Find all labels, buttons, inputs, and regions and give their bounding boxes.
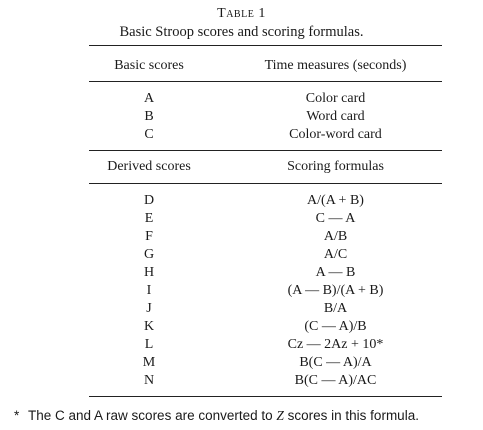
header-row-derived [89,158,442,175]
bottom-rule [89,396,442,397]
score-formula: (A — B)/(A + B) [287,283,384,298]
score-label: M [142,355,156,370]
footnote-text-after: scores in this formula. [283,408,419,423]
table-row [89,192,442,209]
score-value: Color card [305,91,366,106]
top-rule [89,45,442,46]
table-row [89,372,442,389]
header-basic-scores: Basic scores [114,58,184,73]
score-label: L [144,337,154,352]
table-row [89,90,442,107]
score-value: Word card [306,109,365,124]
table-row [89,246,442,263]
header-time-measures: Time measures (seconds) [264,58,407,73]
score-formula: A/(A + B) [307,193,364,208]
table-label: Table 1 [217,6,266,21]
header-rule-basic [89,81,442,82]
footnote-z: Z [276,408,284,423]
table-row [89,210,442,227]
table-row [89,318,442,335]
score-formula: B(C — A)/A [299,355,372,370]
table-row [89,282,442,299]
score-label: E [144,211,154,226]
score-label: J [146,301,152,316]
score-label: C [144,127,154,142]
table-row [89,108,442,125]
score-formula: B(C — A)/AC [294,373,377,388]
score-label: H [143,265,155,280]
table-row [89,264,442,281]
score-formula: Cz — 2Az + 10* [287,337,384,352]
score-label: A [143,91,155,106]
score-label: I [146,283,152,298]
score-formula: B/A [323,301,348,316]
section-rule [89,150,442,151]
score-label: G [143,247,155,262]
score-formula: A — B [315,265,356,280]
table-row [89,126,442,143]
score-formula: C — A [315,211,356,226]
header-rule-derived [89,183,442,184]
header-row-basic [89,57,442,74]
score-value: Color-word card [289,127,382,142]
table-row [89,228,442,245]
score-label: F [145,229,153,244]
score-formula: (C — A)/B [304,319,367,334]
score-formula: A/C [323,247,348,262]
score-formula: A/B [323,229,348,244]
footnote-text-before: The C and A raw scores are converted to [28,408,277,423]
table-row [89,300,442,317]
score-label: B [144,109,154,124]
score-label: D [143,193,155,208]
header-derived-scores: Derived scores [107,159,191,174]
header-scoring-formulas: Scoring formulas [287,159,384,174]
score-label: N [143,373,155,388]
footnote-mark: * [14,408,20,423]
footnote [14,408,479,424]
table-row [89,354,442,371]
table-row [89,336,442,353]
score-label: K [143,319,155,334]
table-title: Basic Stroop scores and scoring formulas. [119,24,364,40]
